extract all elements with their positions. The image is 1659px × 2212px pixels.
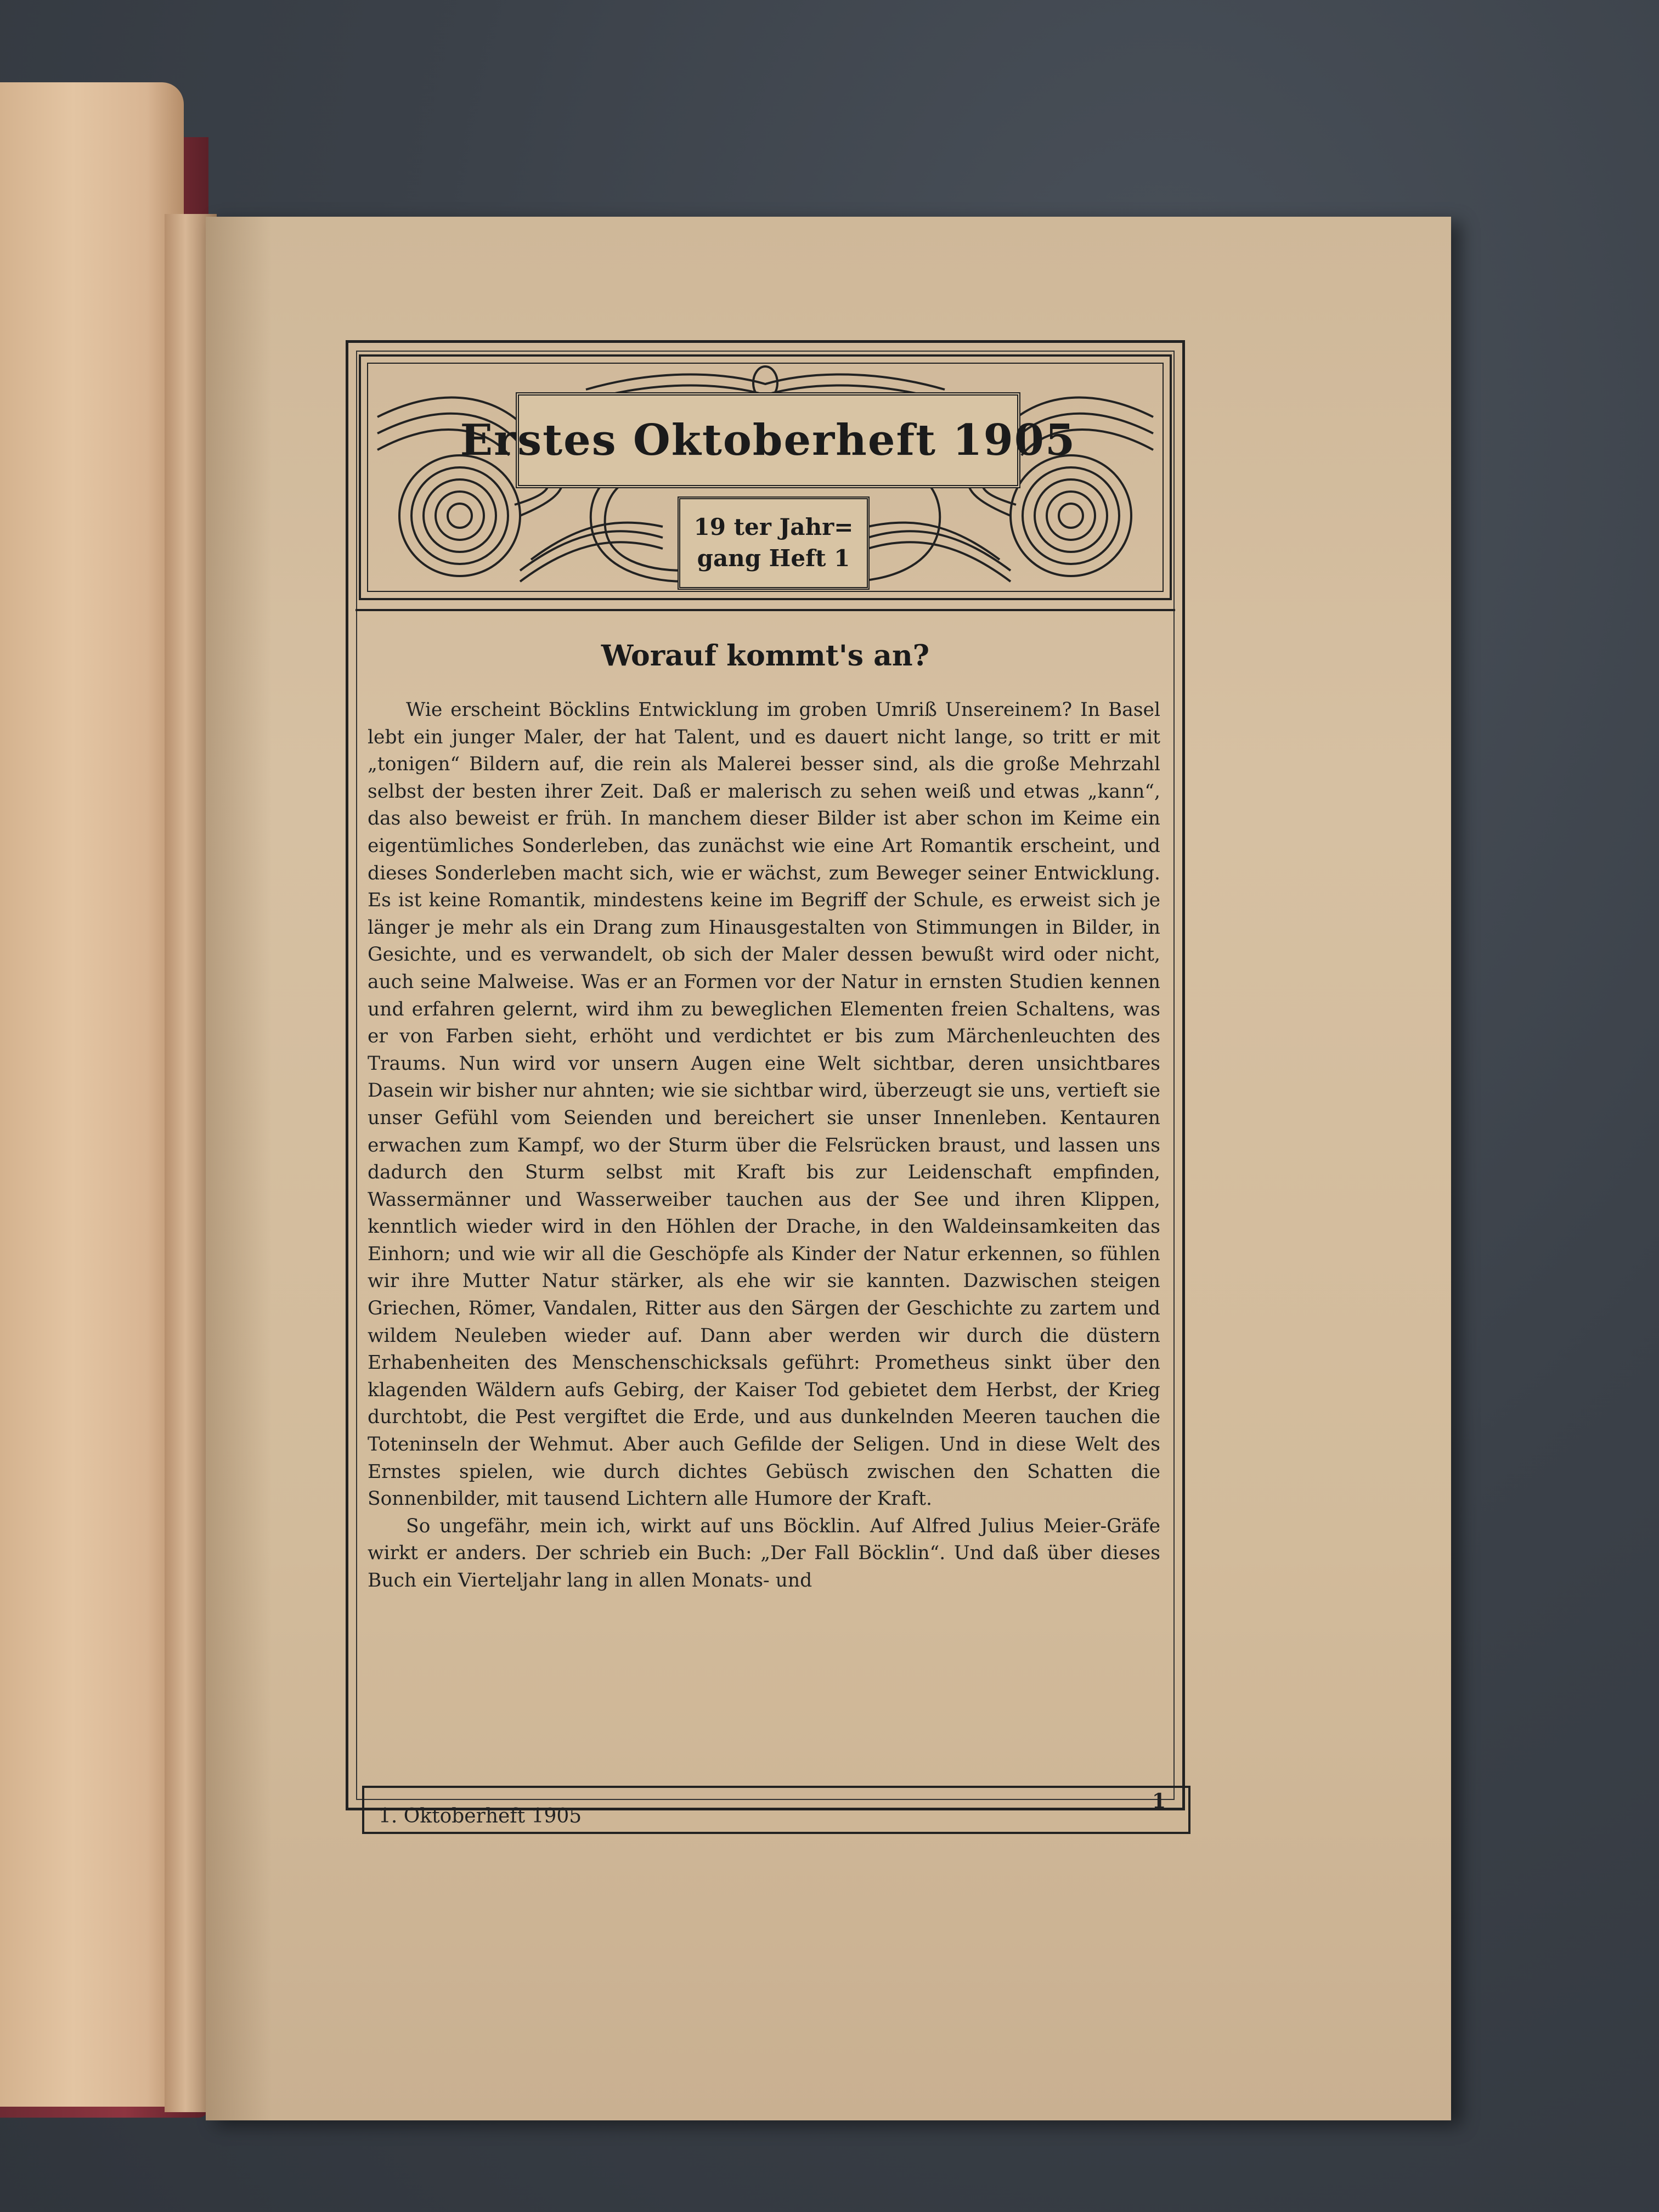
article-paragraph: So ungefähr, mein ich, wirkt auf uns Böcklin. Auf Alfred Julius Meier-Gräfe wirkt er anders. Der schrieb ein Buch: „Der Fall Böcklin“. Und daß über dieses Buch ein Vierteljahr lang in allen Monats- und [368, 1515, 1160, 1592]
footer-issue: 1. Oktoberheft 1905 [379, 1805, 582, 1827]
title-box [460, 392, 1076, 488]
left-page [0, 82, 184, 2107]
volume-line-1: 19 ter Jahr= [693, 514, 854, 541]
article-body [368, 697, 1160, 1595]
volume-line-2: gang Heft 1 [697, 545, 850, 572]
header-rule [356, 609, 1175, 611]
article-heading: Worauf kommt's an? [601, 639, 930, 673]
volume-box [678, 496, 870, 590]
issue-title: Erstes Oktoberheft 1905 [460, 415, 1076, 465]
article-paragraph: Wie erscheint Böcklins Entwicklung im groben Umriß Unsereinem? In Basel lebt ein junger Maler, der hat Talent, und es dauert nicht lange, so tritt er mit „tonigen“ Bildern auf, die rein als Malerei besser sind, als die große Mehrzahl selbst der besten ihrer Zeit. Daß er malerisch zu sehen weiß und etwas „kann“, das also beweist er früh. In manchem dieser Bilder ist aber schon im Keime ein eigentümliches Sonderleben, das zunächst wie eine Art Romantik erscheint, und dieses Sonderleben macht sich, wie er wächst, zum Beweger seiner Entwicklung. Es ist keine Romantik, mindestens keine im Begriff der Schule, es erweist sich je länger je mehr als ein Drang zum Hinausgestalten von Stimmungen in Bilder, in Gesichte, und es verwandelt, ob sich der Maler dessen bewußt wird oder nicht, auch seine Malweise. Was er an Formen vor der Natur in ernsten Studien kennen und erfahren gelernt, wird ihm zu beweglichen Elementen freien Schaltens, was er von Farben sieht, erhöht und verdichtet er bis zum Märchenleuchten des Traums. Nun wird vor unsern Augen eine Welt sichtbar, deren unsichtbares Dasein wir bisher nur ahnten; wie sie sichtbar wird, überzeugt sie uns, vertieft sie unser Gefühl vom Seienden und bereichert sie unser Innenleben. Kentauren erwachen zum Kampf, wo der Sturm über die Felsrücken braust, und lassen uns dadurch den Sturm selbst mit Kraft bis zur Leidenschaft empfinden, Wassermänner und Wasserweiber tauchen aus der See und ihren Klippen, kenntlich wieder wird in den Höhlen der Drache, in den Waldeinsamkeiten das Einhorn; und wie wir all die Geschöpfe als Kinder der Natur erkennen, so fühlen wir ihre Mutter Natur stärker, als ehe wir sie kannten. Dazwischen steigen Griechen, Römer, Vandalen, Ritter aus den Särgen der Geschichte zu zartem und wildem Neuleben wieder auf. Dann aber werden wir durch die düstern Erhabenheiten des Menschenschicksals geführt: Prometheus sinkt über den klagenden Wäldern aufs Gebirg, der Kaiser Tod gebietet dem Herbst, der Krieg durchtobt, die Pest vergiftet die Erde, und aus dunkelnden Meeren tauchen die Toteninseln der Wehmut. Aber auch Gefilde der Seligen. Und in diese Welt des Ernstes spielen, wie durch dichtes Gebüsch zwischen den Schatten die Sonnenbilder, mit tausend Lichtern alle Humore der Kraft. [368, 699, 1160, 1510]
page-number: 1 [1152, 1790, 1166, 1813]
